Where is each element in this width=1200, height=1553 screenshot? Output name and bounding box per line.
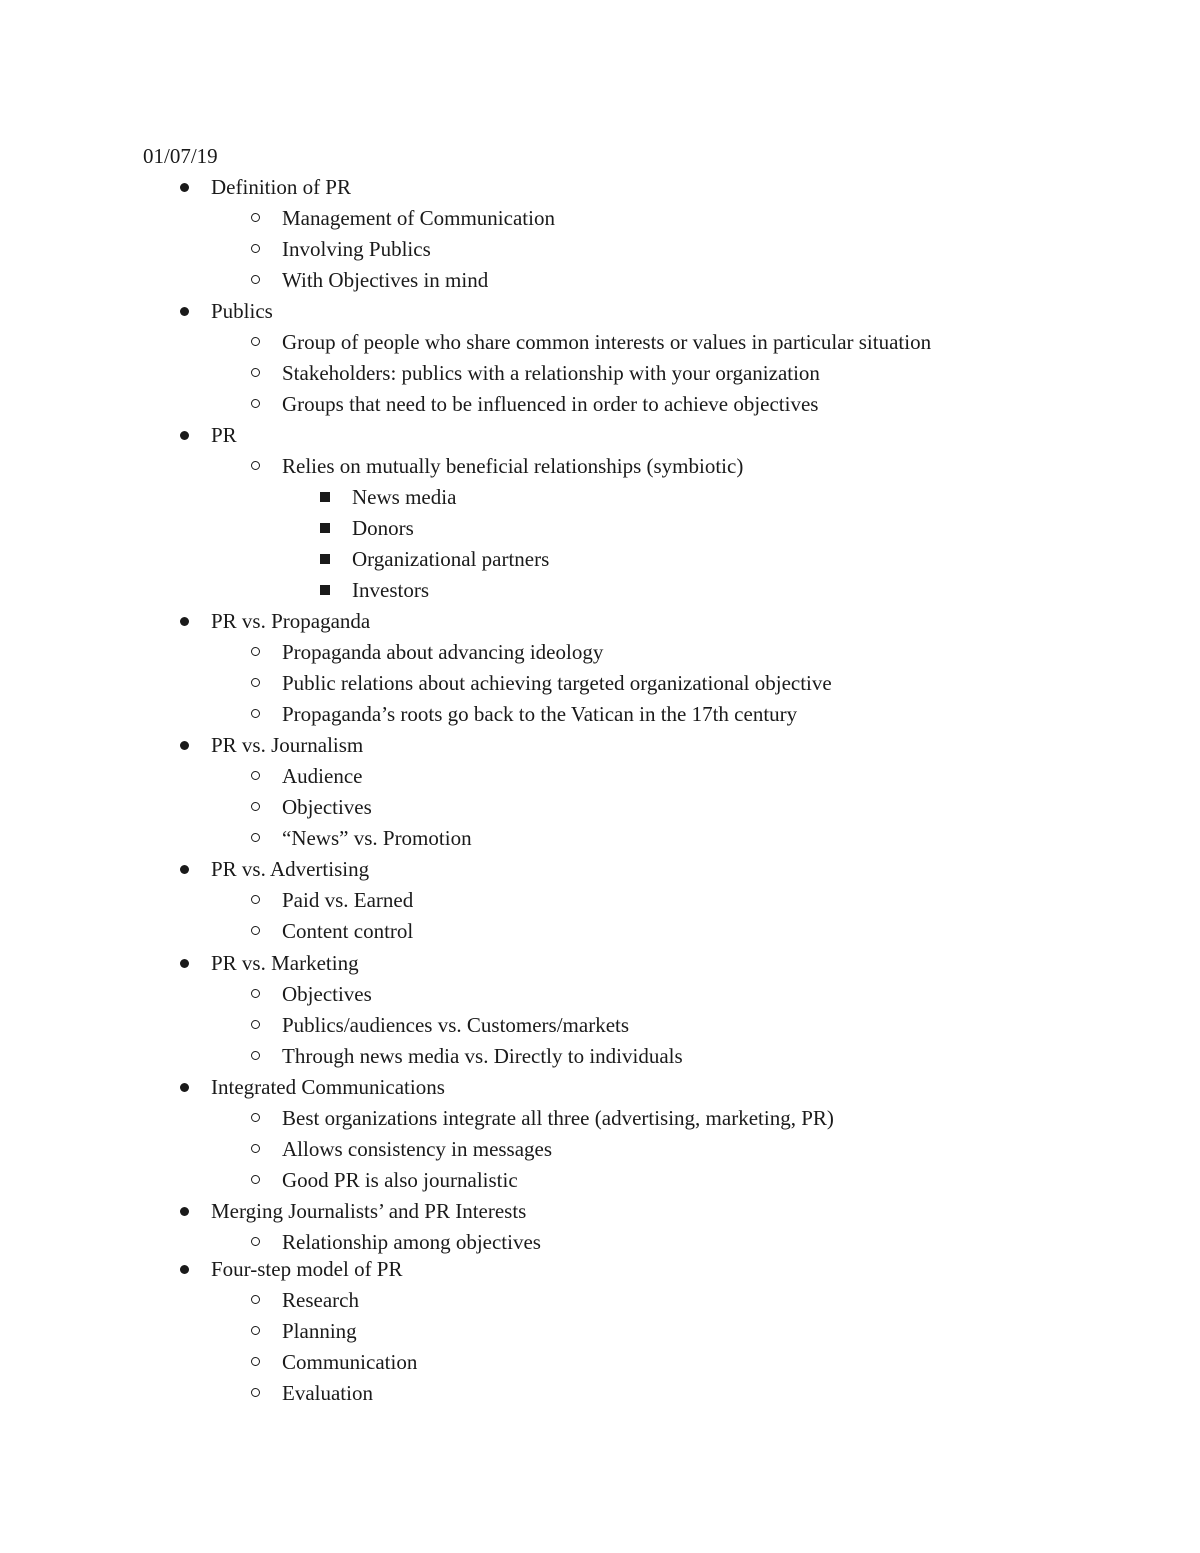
list-item-level-2 [282, 793, 372, 821]
filled-bullet-icon [180, 865, 189, 874]
list-item-level-2 [282, 390, 818, 418]
hollow-bullet-icon [251, 989, 260, 998]
hollow-bullet-icon [251, 1357, 260, 1366]
hollow-bullet-icon [251, 1326, 260, 1335]
list-item-text: Propaganda about advancing ideology [282, 640, 604, 664]
filled-bullet-icon [180, 307, 189, 316]
hollow-bullet-icon [251, 678, 260, 687]
list-item-text: Content control [282, 919, 414, 943]
list-item-level-2 [282, 266, 488, 294]
hollow-bullet-icon [251, 1113, 260, 1122]
list-item-level-2 [282, 1317, 357, 1345]
hollow-bullet-icon [251, 771, 260, 780]
list-item-level-3 [352, 545, 549, 573]
date-heading: 01/07/19 [143, 144, 218, 168]
list-item-level-2 [282, 1348, 417, 1376]
list-item-level-2 [282, 1135, 552, 1163]
square-bullet-icon [320, 523, 330, 533]
list-item-level-2 [282, 452, 743, 480]
list-item-text: Objectives [282, 795, 372, 819]
list-item-level-1 [211, 1255, 403, 1283]
list-item-level-2 [282, 638, 603, 666]
list-item-text: PR vs. Journalism [211, 733, 364, 757]
list-item-level-1 [211, 1073, 445, 1101]
hollow-bullet-icon [251, 709, 260, 718]
list-item-text: Communication [282, 1350, 418, 1374]
hollow-bullet-icon [251, 833, 260, 842]
list-item-level-2 [282, 980, 372, 1008]
list-item-level-2 [282, 1042, 683, 1070]
list-item-text: PR vs. Marketing [211, 951, 359, 975]
list-item-text: News media [352, 485, 457, 509]
list-item-level-1 [211, 297, 273, 325]
list-item-text: Publics [211, 299, 273, 323]
list-item-level-1 [211, 1197, 526, 1225]
list-item-text: Best organizations integrate all three (advertising, marketing, PR) [282, 1106, 834, 1130]
list-item-level-1 [211, 607, 370, 635]
list-item-text: Paid vs. Earned [282, 888, 414, 912]
list-item-text: Donors [352, 516, 414, 540]
list-item-text: Stakeholders: publics with a relationship with your organization [282, 361, 820, 385]
hollow-bullet-icon [251, 1388, 260, 1397]
list-item-level-2 [282, 359, 820, 387]
list-item-level-1 [211, 855, 369, 883]
list-item-level-2 [282, 824, 472, 852]
list-item-text: “News” vs. Promotion [282, 826, 472, 850]
list-item-text: With Objectives in mind [282, 268, 489, 292]
list-item-text: Merging Journalists’ and PR Interests [211, 1199, 527, 1223]
list-item-text: Planning [282, 1319, 357, 1343]
list-item-text: Management of Communication [282, 206, 555, 230]
hollow-bullet-icon [251, 1020, 260, 1029]
hollow-bullet-icon [251, 337, 260, 346]
list-item-text: Definition of PR [211, 175, 351, 199]
list-item-text: Objectives [282, 982, 372, 1006]
filled-bullet-icon [180, 617, 189, 626]
filled-bullet-icon [180, 183, 189, 192]
filled-bullet-icon [180, 959, 189, 968]
hollow-bullet-icon [251, 275, 260, 284]
list-item-text: Allows consistency in messages [282, 1137, 553, 1161]
hollow-bullet-icon [251, 1295, 260, 1304]
hollow-bullet-icon [251, 368, 260, 377]
list-item-level-1 [211, 173, 351, 201]
list-item-text: Public relations about achieving targeted organizational objective [282, 671, 832, 695]
list-item-level-2 [282, 886, 413, 914]
list-item-text: PR vs. Advertising [211, 857, 370, 881]
list-item-text: PR [211, 423, 237, 447]
list-item-text: Integrated Communications [211, 1075, 445, 1099]
list-item-text: Organizational partners [352, 547, 550, 571]
list-item-level-2 [282, 669, 832, 697]
list-item-level-2 [282, 328, 931, 356]
list-item-level-2 [282, 700, 797, 728]
filled-bullet-icon [180, 1083, 189, 1092]
filled-bullet-icon [180, 1207, 189, 1216]
hollow-bullet-icon [251, 926, 260, 935]
list-item-level-3 [352, 514, 414, 542]
list-item-text: Relies on mutually beneficial relationships (symbiotic) [282, 454, 744, 478]
filled-bullet-icon [180, 431, 189, 440]
square-bullet-icon [320, 492, 330, 502]
square-bullet-icon [320, 554, 330, 564]
hollow-bullet-icon [251, 461, 260, 470]
list-item-level-2 [282, 1011, 629, 1039]
list-item-text: Evaluation [282, 1381, 373, 1405]
hollow-bullet-icon [251, 1144, 260, 1153]
hollow-bullet-icon [251, 647, 260, 656]
hollow-bullet-icon [251, 399, 260, 408]
list-item-level-2 [282, 1228, 541, 1256]
list-item-level-2 [282, 1379, 373, 1407]
hollow-bullet-icon [251, 802, 260, 811]
list-item-level-2 [282, 235, 431, 263]
list-item-level-1 [211, 949, 359, 977]
list-item-text: Research [282, 1288, 359, 1312]
hollow-bullet-icon [251, 244, 260, 253]
list-item-text: Propaganda’s roots go back to the Vatican in the 17th century [282, 702, 798, 726]
list-item-level-2 [282, 1166, 518, 1194]
list-item-level-2 [282, 762, 362, 790]
list-item-level-2 [282, 1104, 834, 1132]
list-item-text: Group of people who share common interests or values in particular situation [282, 330, 932, 354]
list-item-level-2 [282, 917, 413, 945]
list-item-text: Four-step model of PR [211, 1257, 403, 1281]
list-item-text: Through news media vs. Directly to individuals [282, 1044, 683, 1068]
list-item-level-1 [211, 731, 363, 759]
list-item-level-2 [282, 204, 555, 232]
filled-bullet-icon [180, 1265, 189, 1274]
hollow-bullet-icon [251, 213, 260, 222]
list-item-text: Relationship among objectives [282, 1230, 541, 1254]
list-item-level-2 [282, 1286, 359, 1314]
list-item-level-3 [352, 483, 456, 511]
list-item-text: Audience [282, 764, 363, 788]
filled-bullet-icon [180, 741, 189, 750]
list-item-text: Publics/audiences vs. Customers/markets [282, 1013, 630, 1037]
hollow-bullet-icon [251, 895, 260, 904]
list-item-text: PR vs. Propaganda [211, 609, 371, 633]
list-item-text: Groups that need to be influenced in order to achieve objectives [282, 392, 819, 416]
hollow-bullet-icon [251, 1175, 260, 1184]
list-item-text: Good PR is also journalistic [282, 1168, 518, 1192]
list-item-level-1 [211, 421, 237, 449]
list-item-text: Involving Publics [282, 237, 431, 261]
hollow-bullet-icon [251, 1237, 260, 1246]
square-bullet-icon [320, 585, 330, 595]
list-item-level-3 [352, 576, 429, 604]
hollow-bullet-icon [251, 1051, 260, 1060]
list-item-text: Investors [352, 578, 429, 602]
